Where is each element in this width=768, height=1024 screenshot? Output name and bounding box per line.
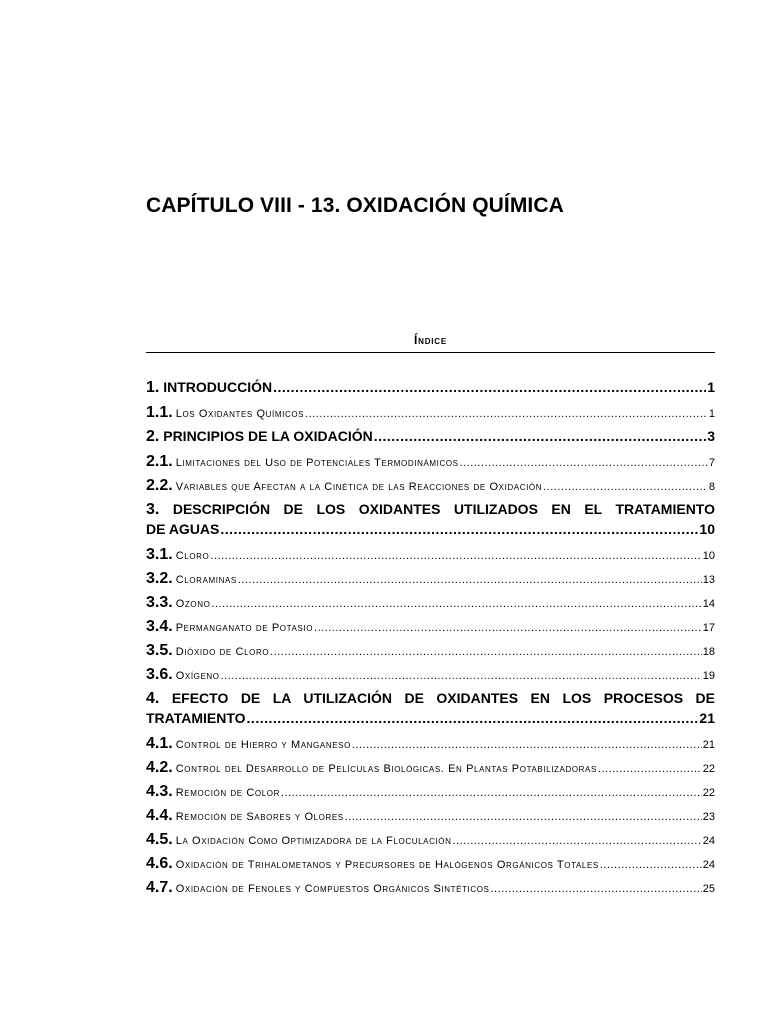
toc-leader-dots — [210, 550, 701, 562]
toc-entry-number: 2.2. — [146, 477, 173, 494]
toc-entry-title: Oxígeno — [175, 670, 220, 682]
toc-entry-page: 8 — [708, 481, 715, 493]
toc-entry-title: Permanganato de Potasio — [175, 622, 314, 634]
toc-entry-title: Variables que Afectan a la Cinética de las Reacciones de Oxidación — [175, 481, 543, 493]
toc-leader-dots — [374, 428, 706, 444]
toc-entry-4[interactable] — [146, 690, 715, 732]
toc-entry-page: 22 — [702, 763, 715, 775]
toc-entry-number: 4.5. — [146, 831, 173, 848]
toc-entry-number: 1. — [146, 379, 160, 396]
toc-entry-number: 4.1. — [146, 735, 173, 752]
toc-entry-page: 18 — [702, 646, 715, 658]
toc-leader-dots — [598, 763, 702, 775]
toc-entry-page: 7 — [708, 457, 715, 469]
toc-entry-number: 3. — [146, 501, 160, 518]
toc-entry-3-4[interactable] — [146, 618, 715, 639]
toc-entry-page: 1 — [707, 379, 715, 395]
toc-entry-title: PRINCIPIOS DE LA OXIDACIÓN — [159, 428, 373, 444]
toc-entry-4-2[interactable] — [146, 759, 715, 780]
toc-entry-title: Oxidación de Fenoles y Compuestos Orgánicos Sintéticos — [175, 883, 490, 895]
toc-entry-title: Los Oxidantes Químicos — [175, 408, 305, 420]
toc-entry-title-continued: DE AGUAS — [146, 521, 220, 537]
toc-entry-3-6[interactable] — [146, 666, 715, 687]
toc-leader-dots — [221, 670, 702, 682]
toc-entry-title: Control de Hierro y Manganeso — [175, 739, 351, 751]
table-of-contents — [146, 376, 715, 900]
toc-leader-dots — [314, 622, 702, 634]
toc-entry-1[interactable] — [146, 379, 715, 401]
toc-entry-title: Limitaciones del Uso de Potenciales Termodinámicos — [175, 457, 459, 469]
toc-entry-title-continued: TRATAMIENTO — [146, 710, 246, 726]
toc-entry-3-1[interactable] — [146, 546, 715, 567]
toc-entry-number: 3.1. — [146, 546, 173, 563]
toc-leader-dots — [220, 521, 698, 537]
toc-entry-2-1[interactable] — [146, 453, 715, 474]
toc-leader-dots — [543, 481, 708, 493]
toc-entry-title: DESCRIPCIÓN DE LOS OXIDANTES UTILIZADOS EN EL TRATAMIENTO — [159, 501, 715, 517]
toc-entry-number: 3.2. — [146, 570, 173, 587]
toc-entry-number: 4.6. — [146, 855, 173, 872]
toc-leader-dots — [600, 859, 702, 871]
toc-entry-number: 4. — [146, 690, 160, 707]
toc-leader-dots — [345, 811, 702, 823]
toc-entry-page: 19 — [702, 670, 715, 682]
toc-entry-page: 21 — [699, 710, 715, 726]
toc-entry-page: 14 — [702, 598, 715, 610]
toc-entry-title: Dióxido de Cloro — [175, 646, 270, 658]
toc-entry-page: 10 — [699, 521, 715, 537]
toc-leader-dots — [460, 457, 708, 469]
toc-leader-dots — [238, 574, 702, 586]
toc-entry-4-6[interactable] — [146, 855, 715, 876]
toc-entry-page: 25 — [702, 883, 715, 895]
toc-entry-2[interactable] — [146, 428, 715, 450]
toc-leader-dots — [305, 408, 708, 420]
toc-entry-page: 1 — [708, 408, 715, 420]
toc-entry-title: INTRODUCCIÓN — [159, 379, 273, 395]
toc-entry-number: 4.4. — [146, 807, 173, 824]
toc-entry-page: 17 — [702, 622, 715, 634]
toc-entry-number: 3.4. — [146, 618, 173, 635]
toc-entry-2-2[interactable] — [146, 477, 715, 498]
toc-entry-number: 1.1. — [146, 404, 173, 421]
toc-leader-dots — [270, 646, 702, 658]
toc-entry-page: 23 — [702, 811, 715, 823]
toc-leader-dots — [273, 379, 706, 395]
toc-entry-number: 3.3. — [146, 594, 173, 611]
toc-entry-title: La Oxidación Como Optimizadora de la Floculación — [175, 835, 452, 847]
toc-leader-dots — [452, 835, 701, 847]
toc-entry-page: 22 — [702, 787, 715, 799]
toc-entry-title: Remoción de Sabores y Olores — [175, 811, 344, 823]
toc-entry-number: 4.7. — [146, 879, 173, 896]
toc-entry-title: Ozono — [175, 598, 211, 610]
toc-entry-4-3[interactable] — [146, 783, 715, 804]
toc-entry-title: Cloro — [175, 550, 210, 562]
toc-entry-title: Cloraminas — [175, 574, 237, 586]
chapter-title: CAPÍTULO VIII - 13. OXIDACIÓN QUÍMICA — [146, 194, 564, 217]
toc-entry-title: Oxidación de Trihalometanos y Precursores de Halógenos Orgánicos Totales — [175, 859, 599, 871]
toc-entry-3-2[interactable] — [146, 570, 715, 591]
toc-entry-title: Remoción de Color — [175, 787, 280, 799]
toc-entry-number: 4.2. — [146, 759, 173, 776]
toc-entry-3-3[interactable] — [146, 594, 715, 615]
toc-entry-4-5[interactable] — [146, 831, 715, 852]
toc-leader-dots — [247, 710, 699, 726]
toc-entry-page: 21 — [702, 739, 715, 751]
toc-entry-number: 2. — [146, 428, 160, 445]
index-heading: Índice — [413, 333, 448, 347]
toc-entry-4-7[interactable] — [146, 879, 715, 900]
toc-entry-4-1[interactable] — [146, 735, 715, 756]
toc-entry-page: 10 — [702, 550, 715, 562]
toc-entry-page: 13 — [702, 574, 715, 586]
toc-entry-3-5[interactable] — [146, 642, 715, 663]
toc-entry-title: EFECTO DE LA UTILIZACIÓN DE OXIDANTES EN LOS PROCESOS DE — [159, 690, 715, 706]
toc-entry-number: 3.6. — [146, 666, 173, 683]
toc-entry-page: 24 — [702, 859, 715, 871]
toc-entry-1-1[interactable] — [146, 404, 715, 425]
toc-entry-number: 4.3. — [146, 783, 173, 800]
toc-leader-dots — [281, 787, 702, 799]
toc-leader-dots — [352, 739, 702, 751]
toc-entry-number: 2.1. — [146, 453, 173, 470]
toc-leader-dots — [211, 598, 701, 610]
toc-entry-page: 3 — [707, 428, 715, 444]
toc-entry-title: Control del Desarrollo de Películas Biológicas. En Plantas Potabilizadoras — [175, 763, 597, 775]
toc-leader-dots — [491, 883, 702, 895]
toc-entry-number: 3.5. — [146, 642, 173, 659]
toc-entry-page: 24 — [702, 835, 715, 847]
toc-entry-3[interactable] — [146, 501, 715, 543]
index-divider — [146, 352, 715, 353]
toc-entry-4-4[interactable] — [146, 807, 715, 828]
